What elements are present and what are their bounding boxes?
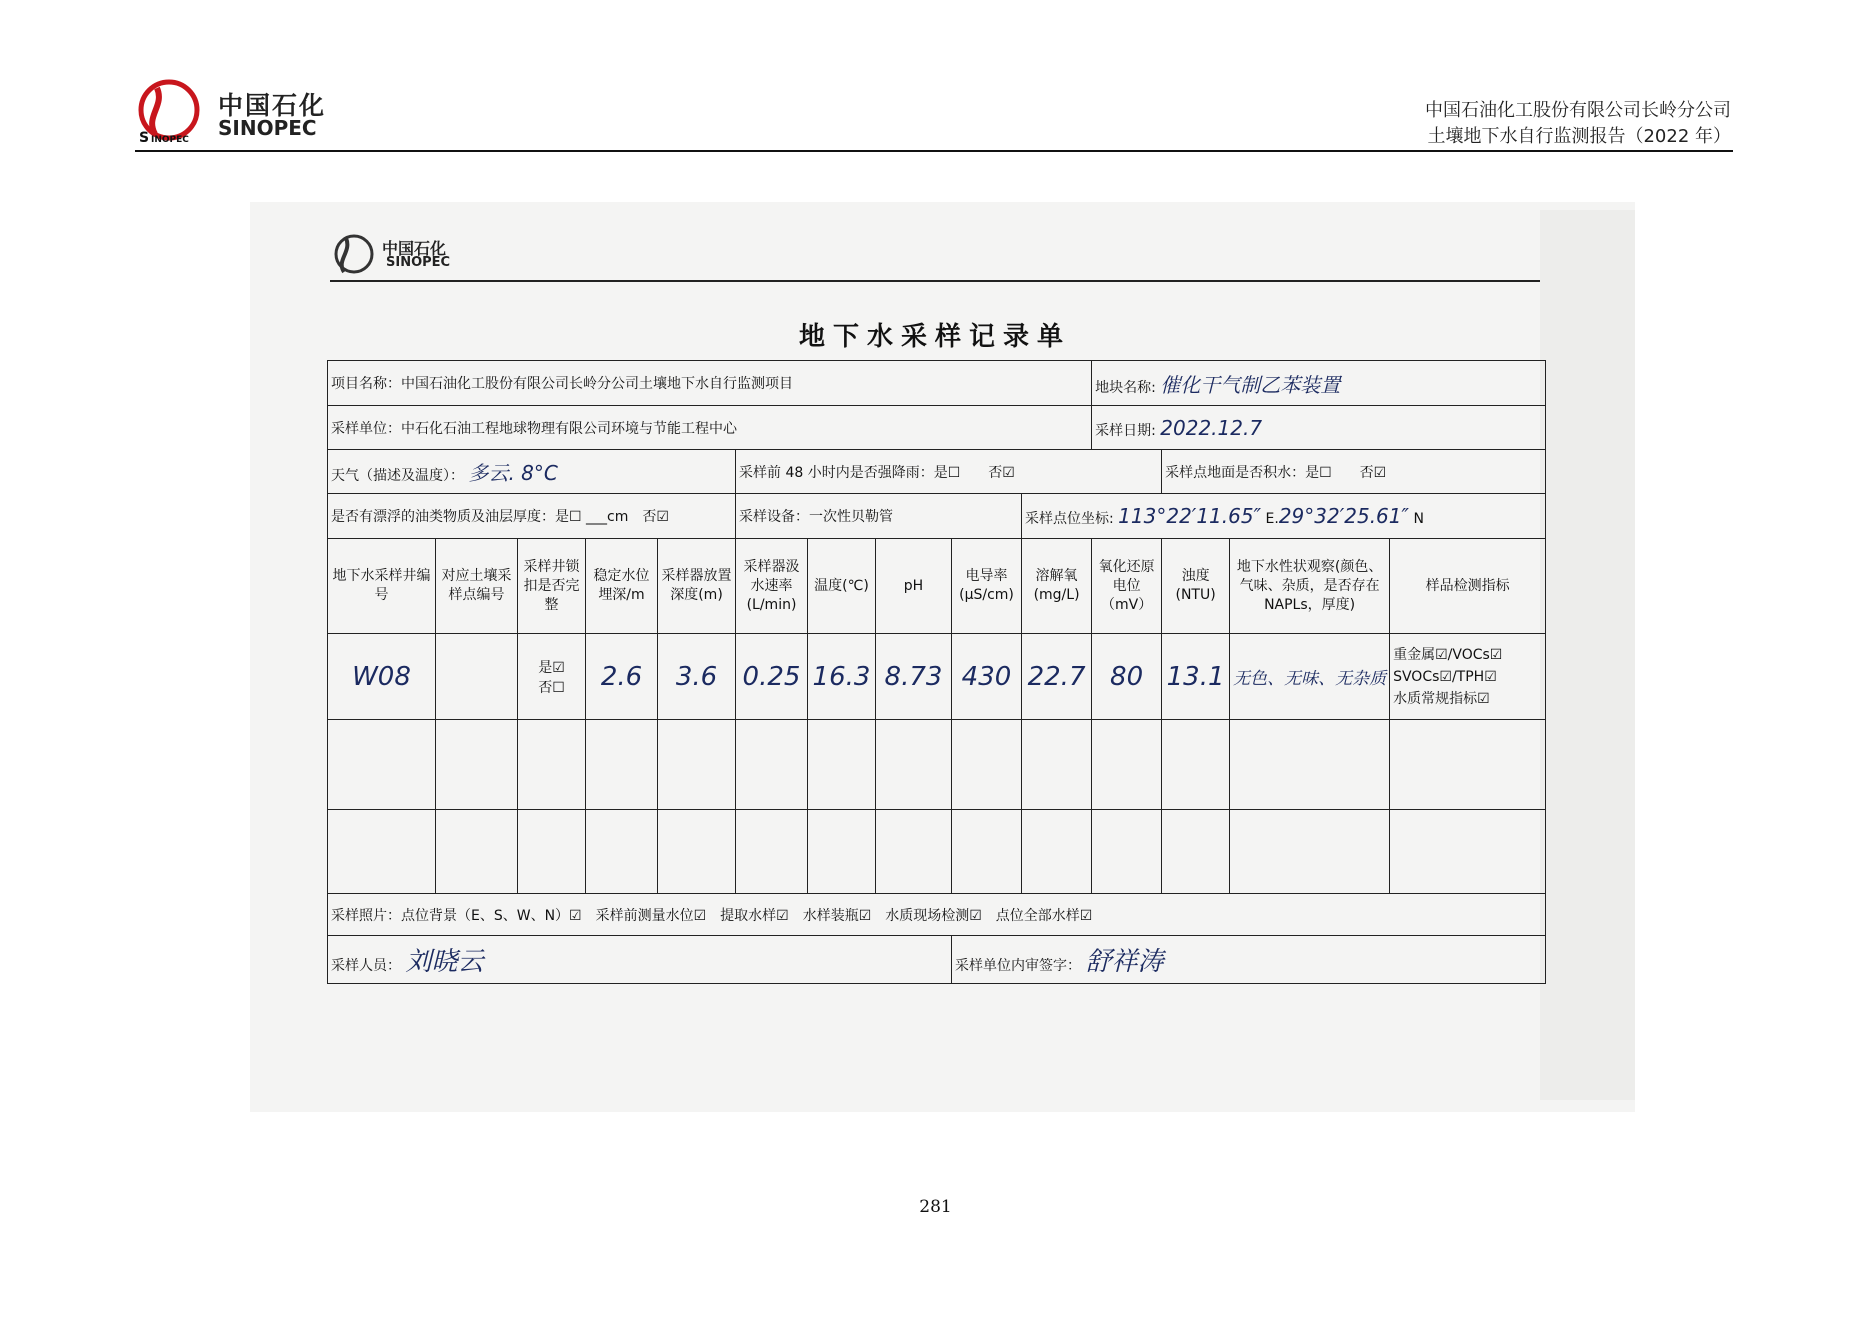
- indicator-line: 水质常规指标☑: [1393, 690, 1490, 707]
- column-header: 样品检测指标: [1390, 539, 1546, 634]
- coordinates-label: 采样点位坐标:: [1025, 511, 1114, 527]
- signature-row: [328, 936, 1546, 984]
- svg-text:S: S: [139, 130, 150, 146]
- review-label: 采样单位内审签字：: [955, 958, 1081, 974]
- test-indicators: [1390, 634, 1546, 720]
- weather-label: 天气（描述及温度）：: [331, 468, 464, 484]
- header-title-block: [1425, 98, 1731, 150]
- photos-row: [328, 894, 1546, 936]
- plot-name-value: 催化干气制乙苯装置: [1160, 372, 1341, 397]
- logo-chinese-name: 中国石化: [218, 91, 327, 120]
- header-company: 中国石油化工股份有限公司长岭分公司: [1425, 100, 1731, 121]
- weather-value: 多云. 8°C: [468, 461, 558, 485]
- sampler-cell: [328, 936, 952, 984]
- form-logo-chinese-name: 中国石化: [382, 239, 447, 258]
- review-signature: 舒祥涛: [1085, 947, 1164, 977]
- coordinate-east: 113°22′11.65″: [1118, 504, 1262, 528]
- coordinate-prefix: E.: [1265, 511, 1279, 527]
- standing-water-question: 采样点地面是否积水：是☐ 否☑: [1162, 450, 1546, 494]
- sampling-record-table: [327, 360, 1546, 984]
- water-depth: 2.6: [586, 634, 658, 720]
- rain-question: 采样前 48 小时内是否强降雨：是☐ 否☑: [736, 450, 1162, 494]
- project-name: 项目名称：中国石油化工股份有限公司长岭分公司土壤地下水自行监测项目: [328, 361, 1092, 406]
- ph-value: 8.73: [876, 634, 952, 720]
- column-header-row: [328, 539, 1546, 634]
- oil-question: 是否有漂浮的油类物质及油层厚度：是☐ ___cm 否☑: [328, 494, 736, 539]
- sampling-date-cell: [1092, 406, 1546, 450]
- weather-cell: [328, 450, 736, 494]
- sampling-equipment: 采样设备：一次性贝勒管: [736, 494, 1022, 539]
- sampler-signature: 刘晓云: [405, 947, 484, 977]
- lock-intact-cell: [518, 634, 586, 720]
- well-id: W08: [328, 634, 436, 720]
- lock-no-checkbox: 否☐: [538, 679, 565, 696]
- weather-row: [328, 450, 1546, 494]
- empty-table-row: [328, 720, 1546, 810]
- scan-edge-shadow: [1540, 210, 1635, 1100]
- column-header: 采样器汲水速率(L/min): [736, 539, 808, 634]
- column-header: 浊度(NTU): [1162, 539, 1230, 634]
- svg-text:INOPEC: INOPEC: [151, 135, 189, 145]
- page-number: 281: [919, 1197, 952, 1217]
- form-logo-english-name: SINOPEC: [386, 255, 451, 270]
- form-header-divider: [330, 280, 1540, 282]
- sampler-label: 采样人员：: [331, 958, 401, 974]
- sampler-depth: 3.6: [658, 634, 736, 720]
- column-header: 采样井锁扣是否完整: [518, 539, 586, 634]
- column-header: 氧化还原电位（mV）: [1092, 539, 1162, 634]
- plot-name-label: 地块名称:: [1095, 379, 1156, 396]
- column-header: 溶解氧(mg/L): [1022, 539, 1092, 634]
- indicator-line: SVOCs☑/TPH☑: [1393, 668, 1497, 685]
- column-header: 电导率(μS/cm): [952, 539, 1022, 634]
- plot-name-cell: [1092, 361, 1546, 406]
- groundwater-observation: 无色、无味、无杂质: [1230, 634, 1390, 720]
- logo-english-name: SINOPEC: [218, 116, 317, 140]
- dissolved-oxygen: 22.7: [1022, 634, 1092, 720]
- column-header: 地下水性状观察(颜色、气味、杂质，是否存在 NAPLs，厚度): [1230, 539, 1390, 634]
- oil-row: [328, 494, 1546, 539]
- coordinate-suffix: N: [1413, 511, 1424, 527]
- pump-rate: 0.25: [736, 634, 808, 720]
- column-header: 温度(℃): [808, 539, 876, 634]
- sampling-date-value: 2022.12.7: [1160, 415, 1263, 440]
- soil-point-id: [436, 634, 518, 720]
- turbidity: 13.1: [1162, 634, 1230, 720]
- coordinates-cell: [1022, 494, 1546, 539]
- photos-checklist: 采样照片：点位背景（E、S、W、N）☑ 采样前测量水位☑ 提取水样☑ 水样装瓶☑ 水质现场检测☑ 点位全部水样☑: [328, 894, 1546, 936]
- unit-row: [328, 406, 1546, 450]
- form-title: 地下水采样记录单: [798, 322, 1071, 352]
- header-divider: [135, 150, 1733, 152]
- indicator-line: 重金属☑/VOCs☑: [1393, 646, 1503, 663]
- review-cell: [952, 936, 1546, 984]
- column-header: 稳定水位埋深/m: [586, 539, 658, 634]
- temperature: 16.3: [808, 634, 876, 720]
- table-row: [328, 634, 1546, 720]
- header-report-title: 土壤地下水自行监测报告（2022 年）: [1427, 126, 1731, 147]
- column-header: pH: [876, 539, 952, 634]
- sampling-date-label: 采样日期:: [1095, 422, 1156, 439]
- lock-yes-checkbox: 是☑: [538, 659, 565, 676]
- project-row: [328, 361, 1546, 406]
- column-header: 地下水采样井编号: [328, 539, 436, 634]
- redox-potential: 80: [1092, 634, 1162, 720]
- conductivity: 430: [952, 634, 1022, 720]
- empty-table-row: [328, 810, 1546, 894]
- column-header: 对应土壤采样点编号: [436, 539, 518, 634]
- sampling-unit: 采样单位：中石化石油工程地球物理有限公司环境与节能工程中心: [328, 406, 1092, 450]
- column-header: 采样器放置深度(m): [658, 539, 736, 634]
- coordinate-north: 29°32′25.61″: [1278, 504, 1409, 528]
